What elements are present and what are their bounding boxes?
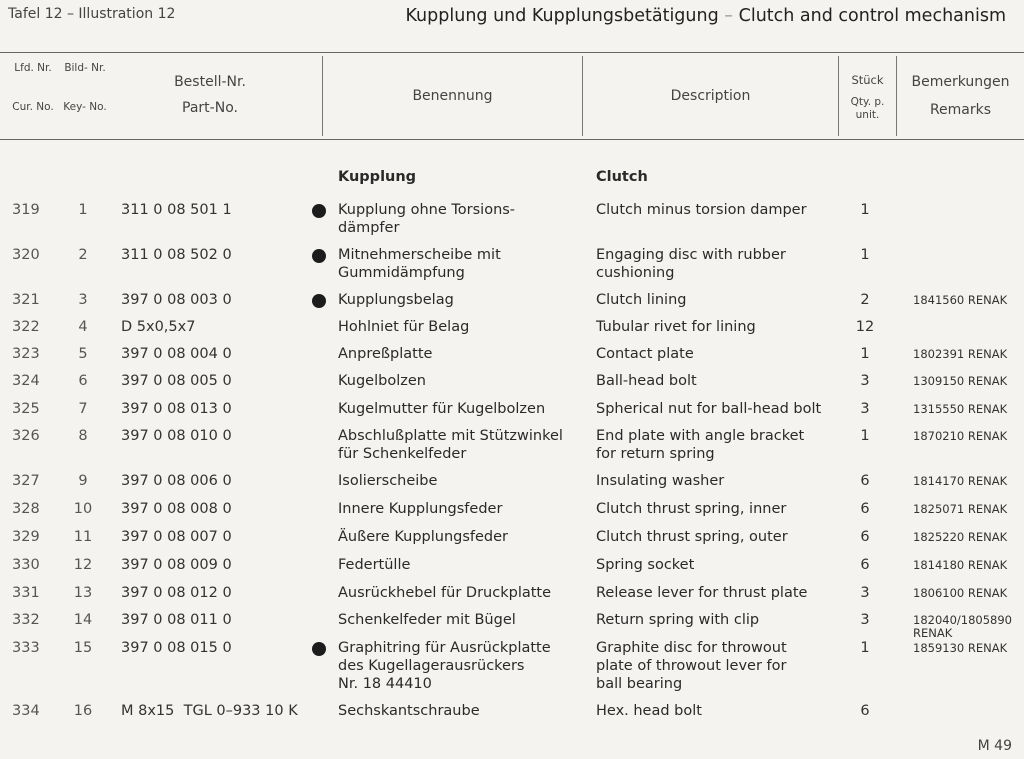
benennung-cell: Kupplungsbelag <box>338 292 454 308</box>
cur-no-cell: 329 <box>12 529 40 545</box>
header-benennung: Benennung <box>412 88 493 104</box>
description-cell: Return spring with clip <box>596 612 760 628</box>
title-german: Kupplung und Kupplungsbetätigung <box>405 6 719 26</box>
description-cell: Ball-head bolt <box>596 373 697 389</box>
description-cell: Spring socket <box>596 557 695 573</box>
bullet-marker <box>312 642 326 656</box>
cur-no-cell: 321 <box>12 292 40 308</box>
cur-no-cell: 333 <box>12 640 40 656</box>
part-no-cell: D 5x0,5x7 <box>121 319 196 335</box>
plate-label: Tafel 12 – Illustration 12 <box>8 6 176 22</box>
quantity-cell: 6 <box>860 473 870 489</box>
description-cell: End plate with angle bracket for return spring <box>596 428 805 462</box>
description-cell: Engaging disc with rubber cushioning <box>596 247 786 281</box>
remarks-cell: 1802391 RENAK <box>913 347 1008 361</box>
remarks-cell: 1859130 RENAK <box>913 641 1008 655</box>
part-no-cell: 397 0 08 004 0 <box>121 346 232 362</box>
page-number: M 49 <box>977 738 1012 754</box>
remarks-cell: 1814180 RENAK <box>913 558 1008 572</box>
remarks-cell: 1315550 RENAK <box>913 402 1008 416</box>
description-cell: Clutch minus torsion damper <box>596 202 807 218</box>
cur-no-cell: 319 <box>12 202 40 218</box>
header-divider-4 <box>896 56 897 136</box>
key-no-cell: 10 <box>73 501 93 517</box>
quantity-cell: 6 <box>860 529 870 545</box>
quantity-cell: 1 <box>860 247 870 263</box>
cur-no-cell: 327 <box>12 473 40 489</box>
benennung-cell: Schenkelfeder mit Bügel <box>338 612 516 628</box>
title-separator: – <box>724 6 734 26</box>
quantity-cell: 6 <box>860 557 870 573</box>
remarks-cell: 1806100 RENAK <box>913 586 1008 600</box>
description-cell: Contact plate <box>596 346 694 362</box>
benennung-cell: Mitnehmerscheibe mit Gummidämpfung <box>338 247 501 281</box>
quantity-cell: 1 <box>860 346 870 362</box>
key-no-cell: 12 <box>73 557 93 573</box>
quantity-cell: 3 <box>860 585 870 601</box>
key-no-cell: 15 <box>73 640 93 656</box>
benennung-cell: Ausrückhebel für Druckplatte <box>338 585 552 601</box>
cur-no-cell: 325 <box>12 401 40 417</box>
key-no-cell: 9 <box>78 473 88 489</box>
part-no-cell: 397 0 08 013 0 <box>121 401 232 417</box>
header-remarks-de: Bemerkungen <box>911 74 1010 90</box>
benennung-cell: Äußere Kupplungsfeder <box>338 529 508 545</box>
header-qty-en: Qty. p. unit. <box>850 96 885 121</box>
description-cell: Hex. head bolt <box>596 703 702 719</box>
header-description: Description <box>670 88 751 104</box>
description-cell: Tubular rivet for lining <box>596 319 756 335</box>
section-title-english: Clutch <box>596 169 648 185</box>
key-no-cell: 13 <box>73 585 93 601</box>
quantity-cell: 1 <box>860 640 870 656</box>
description-cell: Insulating washer <box>596 473 725 489</box>
key-no-cell: 7 <box>78 401 88 417</box>
part-no-cell: 397 0 08 006 0 <box>121 473 232 489</box>
key-no-cell: 1 <box>78 202 88 218</box>
cur-no-cell: 328 <box>12 501 40 517</box>
cur-no-cell: 320 <box>12 247 40 263</box>
part-no-cell: 397 0 08 008 0 <box>121 501 232 517</box>
remarks-cell: 1825220 RENAK <box>913 530 1008 544</box>
header-top-rule <box>0 52 1024 53</box>
description-cell: Clutch lining <box>596 292 687 308</box>
header-cur-no-de: Lfd. Nr. <box>14 62 52 74</box>
part-no-cell: 397 0 08 007 0 <box>121 529 232 545</box>
key-no-cell: 6 <box>78 373 88 389</box>
cur-no-cell: 322 <box>12 319 40 335</box>
quantity-cell: 3 <box>860 373 870 389</box>
key-no-cell: 3 <box>78 292 88 308</box>
header-key-no-de: Bild- Nr. <box>64 62 106 74</box>
key-no-cell: 5 <box>78 346 88 362</box>
bullet-marker <box>312 249 326 263</box>
cur-no-cell: 331 <box>12 585 40 601</box>
description-cell: Clutch thrust spring, outer <box>596 529 788 545</box>
key-no-cell: 14 <box>73 612 93 628</box>
benennung-cell: Anpreßplatte <box>338 346 433 362</box>
benennung-cell: Kupplung ohne Torsions- dämpfer <box>338 202 516 236</box>
cur-no-cell: 330 <box>12 557 40 573</box>
header-remarks-en: Remarks <box>929 102 992 118</box>
header-qty-de: Stück <box>851 73 884 87</box>
quantity-cell: 1 <box>860 428 870 444</box>
bullet-marker <box>312 204 326 218</box>
key-no-cell: 4 <box>78 319 88 335</box>
title-english: Clutch and control mechanism <box>738 6 1006 26</box>
description-cell: Graphite disc for throwout plate of throwout lever for ball bearing <box>596 640 787 692</box>
key-no-cell: 8 <box>78 428 88 444</box>
header-part-no-de: Bestell-Nr. <box>174 74 246 90</box>
benennung-cell: Kugelmutter für Kugelbolzen <box>338 401 546 417</box>
part-no-cell: 397 0 08 011 0 <box>121 612 232 628</box>
benennung-cell: Federtülle <box>338 557 411 573</box>
benennung-cell: Isolierscheibe <box>338 473 438 489</box>
key-no-cell: 16 <box>73 703 93 719</box>
cur-no-cell: 324 <box>12 373 40 389</box>
key-no-cell: 11 <box>73 529 93 545</box>
page-title <box>405 6 1006 26</box>
quantity-cell: 3 <box>860 401 870 417</box>
quantity-cell: 1 <box>860 202 870 218</box>
bullet-marker <box>312 294 326 308</box>
part-no-cell: 397 0 08 015 0 <box>121 640 232 656</box>
remarks-cell: 1870210 RENAK <box>913 429 1008 443</box>
quantity-cell: 6 <box>860 703 870 719</box>
header-cur-no-en: Cur. No. <box>12 101 54 113</box>
part-no-cell: 311 0 08 502 0 <box>121 247 232 263</box>
description-cell: Spherical nut for ball-head bolt <box>596 401 822 417</box>
cur-no-cell: 334 <box>12 703 40 719</box>
header-key-no-en: Key- No. <box>63 101 107 113</box>
remarks-cell: 1814170 RENAK <box>913 474 1008 488</box>
section-title-german: Kupplung <box>338 169 417 185</box>
cur-no-cell: 326 <box>12 428 40 444</box>
quantity-cell: 3 <box>860 612 870 628</box>
part-no-cell: 311 0 08 501 1 <box>121 202 232 218</box>
header-part-no-en: Part-No. <box>182 100 238 116</box>
benennung-cell: Graphitring für Ausrückplatte des Kugellagerausrückers Nr. 18 44410 <box>338 640 551 692</box>
part-no-cell: M 8x15 TGL 0–933 10 K <box>121 703 298 719</box>
remarks-cell: 1309150 RENAK <box>913 374 1008 388</box>
cur-no-cell: 323 <box>12 346 40 362</box>
key-no-cell: 2 <box>78 247 88 263</box>
part-no-cell: 397 0 08 009 0 <box>121 557 232 573</box>
quantity-cell: 12 <box>855 319 875 335</box>
benennung-cell: Abschlußplatte mit Stützwinkel für Schenkelfeder <box>338 428 563 462</box>
description-cell: Release lever for thrust plate <box>596 585 808 601</box>
remarks-cell: 1841560 RENAK <box>913 293 1008 307</box>
benennung-cell: Innere Kupplungsfeder <box>338 501 503 517</box>
benennung-cell: Kugelbolzen <box>338 373 426 389</box>
part-no-cell: 397 0 08 005 0 <box>121 373 232 389</box>
part-no-cell: 397 0 08 010 0 <box>121 428 232 444</box>
remarks-cell: 1825071 RENAK <box>913 502 1008 516</box>
remarks-cell: 182040/1805890 RENAK <box>913 613 1012 640</box>
part-no-cell: 397 0 08 003 0 <box>121 292 232 308</box>
cur-no-cell: 332 <box>12 612 40 628</box>
benennung-cell: Hohlniet für Belag <box>338 319 470 335</box>
quantity-cell: 2 <box>860 292 870 308</box>
quantity-cell: 6 <box>860 501 870 517</box>
part-no-cell: 397 0 08 012 0 <box>121 585 232 601</box>
description-cell: Clutch thrust spring, inner <box>596 501 787 517</box>
benennung-cell: Sechskantschraube <box>338 703 480 719</box>
header-bottom-rule <box>0 139 1024 140</box>
